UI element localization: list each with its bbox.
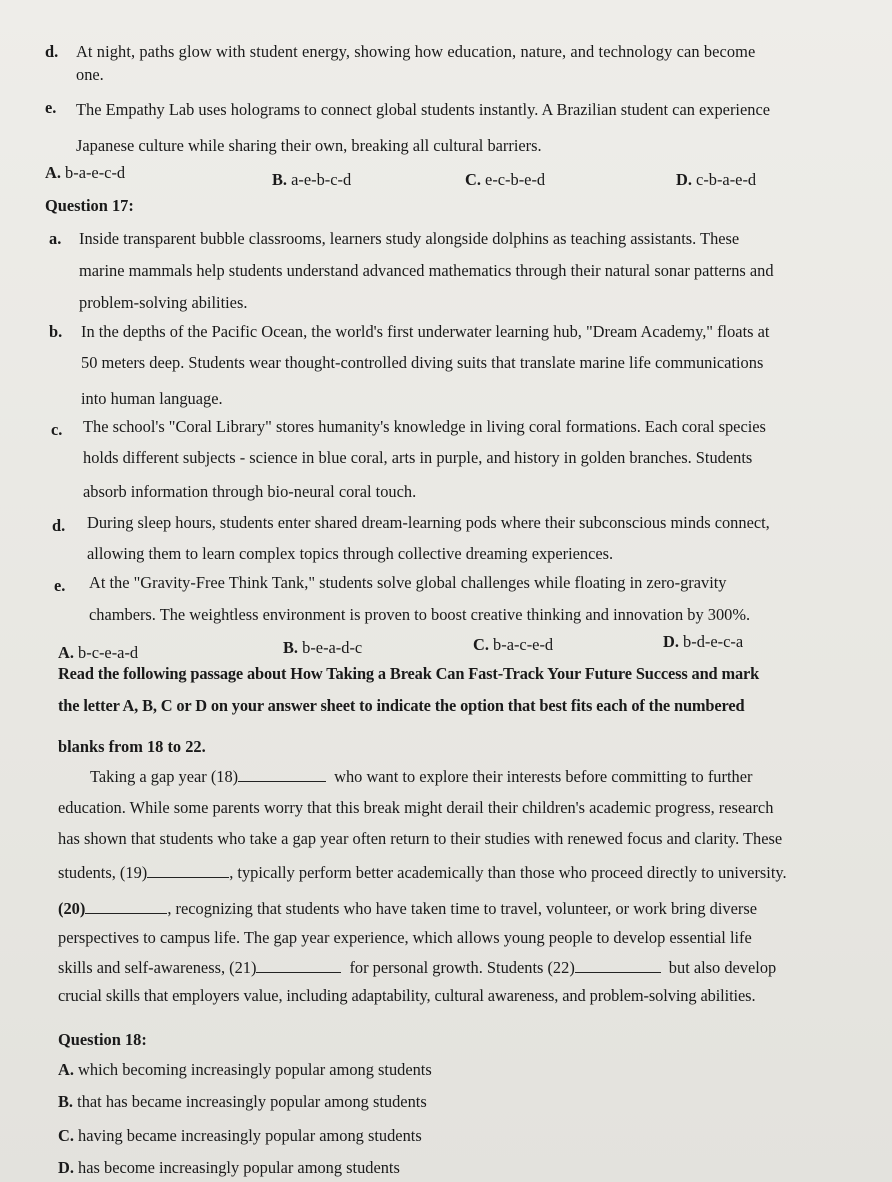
passage-text: Taking a gap year (18) xyxy=(90,767,239,786)
question-title: Question 17: xyxy=(45,196,134,215)
passage-text: , typically perform better academically than those who proceed directly to university. xyxy=(229,863,787,882)
item-label: e. xyxy=(45,98,57,117)
blank-21[interactable] xyxy=(256,958,341,973)
instructions-text: the letter A, B, C or D on your answer sheet to indicate the option that best fits each of the numbered xyxy=(58,696,745,715)
option-c[interactable] xyxy=(465,170,545,190)
option-b[interactable] xyxy=(272,170,351,190)
option-letter: B. xyxy=(272,170,288,189)
option-c[interactable] xyxy=(58,1126,422,1146)
option-a[interactable] xyxy=(58,643,138,663)
blank-18[interactable] xyxy=(238,767,326,782)
item-text: Inside transparent bubble classrooms, learners study alongside dolphins as teaching assistants. These xyxy=(79,229,740,248)
instructions-text: Read the following passage about How Taking a Break Can Fast-Track Your Future Success and mark xyxy=(58,664,760,683)
item-text: 50 meters deep. Students wear thought-controlled diving suits that translate marine life communications xyxy=(81,353,764,372)
option-a[interactable] xyxy=(58,1060,432,1080)
item-text: At the "Gravity-Free Think Tank," students solve global challenges while floating in zero-gravity xyxy=(89,573,727,592)
option-letter: A. xyxy=(45,163,61,182)
option-text: that has became increasingly popular among students xyxy=(77,1092,427,1111)
option-a[interactable] xyxy=(45,163,125,183)
item-text: one. xyxy=(76,65,104,84)
passage-line: has shown that students who take a gap year often return to their studies with renewed focus and clarity. These xyxy=(58,829,783,848)
instructions-text: blanks from 18 to 22. xyxy=(58,737,206,756)
passage-text: who want to explore their interests before committing to further xyxy=(334,767,753,786)
passage-text: , recognizing that students who have taken time to travel, volunteer, or work bring diverse xyxy=(167,899,758,918)
option-text: b-c-e-a-d xyxy=(78,643,139,662)
option-text: e-c-b-e-d xyxy=(485,170,546,189)
option-letter: D. xyxy=(663,632,679,651)
option-letter: C. xyxy=(473,635,489,654)
item-text: During sleep hours, students enter shared dream-learning pods where their subconscious minds connect, xyxy=(87,513,770,532)
item-text: allowing them to learn complex topics through collective dreaming experiences. xyxy=(87,544,614,563)
option-letter: B. xyxy=(283,638,299,657)
option-c[interactable] xyxy=(473,635,553,655)
option-letter: B. xyxy=(58,1092,74,1111)
item-text: In the depths of the Pacific Ocean, the world's first underwater learning hub, "Dream Academy," floats at xyxy=(81,322,770,341)
option-text: having became increasingly popular among students xyxy=(78,1126,422,1145)
item-text: chambers. The weightless environment is proven to boost creative thinking and innovation by 300%. xyxy=(89,605,751,624)
option-letter: A. xyxy=(58,1060,74,1079)
item-text: absorb information through bio-neural coral touch. xyxy=(83,482,417,501)
option-letter: D. xyxy=(58,1158,74,1177)
question-title: Question 18: xyxy=(58,1030,147,1049)
option-letter: D. xyxy=(676,170,692,189)
blank-20[interactable] xyxy=(85,899,167,914)
item-text: The school's "Coral Library" stores humanity's knowledge in living coral formations. Each coral species xyxy=(83,417,766,436)
item-text: problem-solving abilities. xyxy=(79,293,248,312)
option-text: c-b-a-e-d xyxy=(696,170,757,189)
item-text: marine mammals help students understand advanced mathematics through their natural sonar patterns and xyxy=(79,261,774,280)
item-label: d. xyxy=(45,42,59,61)
option-text: which becoming increasingly popular among students xyxy=(78,1060,432,1079)
passage-text: (20) xyxy=(58,899,86,918)
option-text: b-a-e-c-d xyxy=(65,163,126,182)
option-text: a-e-b-c-d xyxy=(291,170,352,189)
option-letter: A. xyxy=(58,643,74,662)
item-text: into human language. xyxy=(81,389,223,408)
passage-line xyxy=(58,863,787,883)
blank-22[interactable] xyxy=(575,958,661,973)
option-text: b-a-c-e-d xyxy=(493,635,554,654)
option-b[interactable] xyxy=(58,1092,427,1112)
option-d[interactable] xyxy=(663,632,743,652)
item-text: Japanese culture while sharing their own, breaking all cultural barriers. xyxy=(76,136,542,155)
item-label: b. xyxy=(49,322,63,341)
passage-text: skills and self-awareness, (21) xyxy=(58,958,257,977)
item-text: At night, paths glow with student energy, showing how education, nature, and technology can become xyxy=(76,42,756,61)
passage-line: crucial skills that employers value, including adaptability, cultural awareness, and problem-solving abilities. xyxy=(58,986,756,1005)
option-text: has become increasingly popular among students xyxy=(78,1158,400,1177)
option-b[interactable] xyxy=(283,638,362,658)
passage-line: perspectives to campus life. The gap year experience, which allows young people to develop essential life xyxy=(58,928,752,947)
item-text: The Empathy Lab uses holograms to connect global students instantly. A Brazilian student can experience xyxy=(76,100,770,119)
passage-line xyxy=(58,958,776,978)
item-label: c. xyxy=(51,420,63,439)
option-text: b-e-a-d-c xyxy=(302,638,363,657)
passage-line xyxy=(58,899,757,919)
item-label: a. xyxy=(49,229,62,248)
option-letter: C. xyxy=(58,1126,74,1145)
passage-line: education. While some parents worry that this break might derail their children's academic progress, research xyxy=(58,798,774,817)
passage-text: students, (19) xyxy=(58,863,148,882)
option-d[interactable] xyxy=(58,1158,400,1178)
item-text: holds different subjects - science in blue coral, arts in purple, and history in golden branches. Students xyxy=(83,448,753,467)
passage-text: but also develop xyxy=(668,958,777,977)
passage-line xyxy=(90,767,752,787)
option-text: b-d-e-c-a xyxy=(683,632,744,651)
item-label: d. xyxy=(52,516,66,535)
option-d[interactable] xyxy=(676,170,756,190)
blank-19[interactable] xyxy=(147,863,229,878)
passage-text: for personal growth. Students (22) xyxy=(349,958,575,977)
option-letter: C. xyxy=(465,170,481,189)
item-label: e. xyxy=(54,576,66,595)
